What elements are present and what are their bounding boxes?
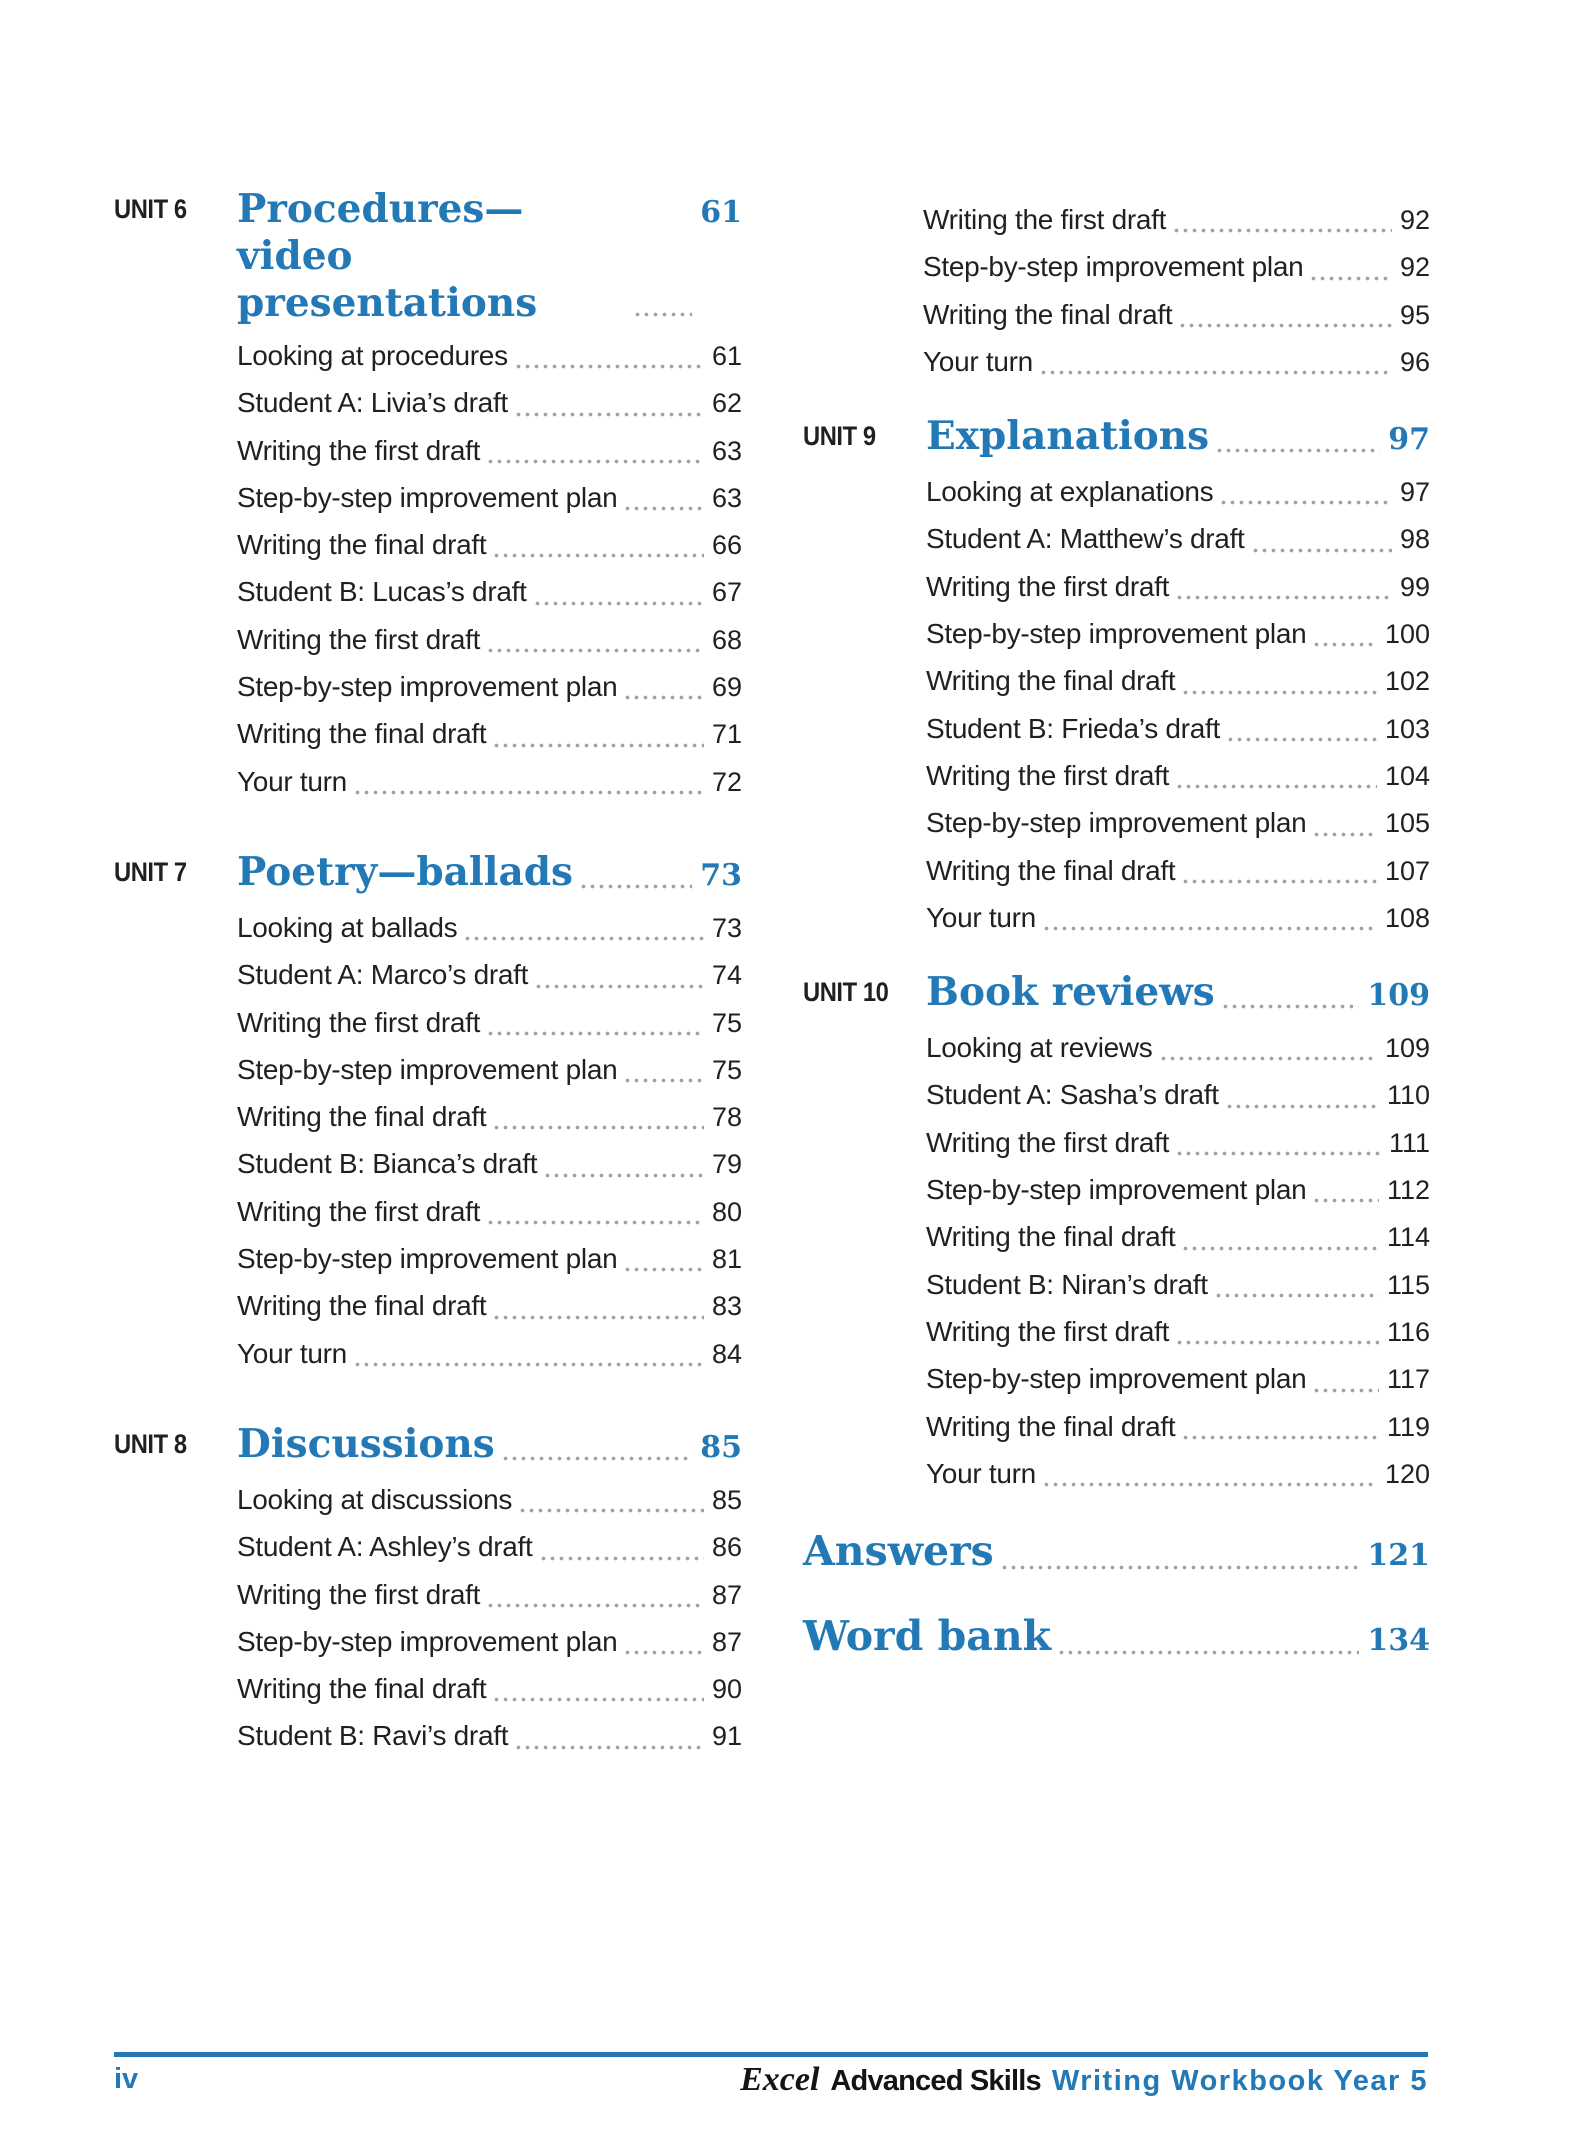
entry-title: Your turn <box>237 1337 347 1369</box>
entry-page-number: 96 <box>1399 346 1430 377</box>
entry-title: Step-by-step improvement plan <box>237 1625 618 1657</box>
entry-page-number: 75 <box>711 1054 742 1085</box>
toc-entry <box>926 705 1430 752</box>
dotted-leader <box>494 1315 704 1320</box>
toc-entry <box>237 758 742 805</box>
dotted-leader <box>625 695 704 700</box>
toc-entry <box>926 1450 1430 1497</box>
dotted-leader <box>1183 1246 1379 1251</box>
entry-page-number: 67 <box>711 577 742 608</box>
dotted-leader <box>488 1031 704 1036</box>
dotted-leader <box>488 459 704 464</box>
entry-title: Student B: Frieda’s draft <box>926 712 1220 744</box>
entry-title: Student A: Sasha’s draft <box>926 1079 1219 1111</box>
dotted-leader <box>625 1078 704 1083</box>
entry-page-number: 95 <box>1399 299 1430 330</box>
dotted-leader <box>1183 690 1377 695</box>
entry-page-number: 108 <box>1384 902 1430 933</box>
brand-book-title: Writing Workbook Year 5 <box>1051 2065 1428 2097</box>
unit-title-row <box>237 849 742 899</box>
entry-page-number: 92 <box>1399 205 1430 235</box>
section-title: Answers <box>803 1527 994 1576</box>
toc-entry <box>237 616 742 663</box>
toc-entry <box>923 243 1430 290</box>
entry-page-number: 110 <box>1386 1080 1430 1111</box>
dotted-leader <box>488 648 704 653</box>
dotted-leader <box>1216 1293 1379 1298</box>
entry-page-number: 71 <box>711 719 742 750</box>
entry-title: Writing the final draft <box>926 1221 1176 1253</box>
dotted-leader <box>355 790 704 795</box>
unit-label <box>114 849 237 896</box>
dotted-leader <box>1253 548 1392 553</box>
unit-page-number: 109 <box>1367 978 1430 1014</box>
dotted-leader <box>1314 1198 1379 1203</box>
entry-page-number: 116 <box>1386 1316 1430 1347</box>
unit-label-text: UNIT 7 <box>114 856 187 887</box>
toc-entry <box>237 474 742 521</box>
unit-page-number: 85 <box>700 1429 742 1465</box>
toc-unit-block <box>114 1421 742 1760</box>
entry-title: Looking at procedures <box>237 340 508 371</box>
toc-entry <box>926 752 1430 799</box>
toc-entry <box>237 999 742 1046</box>
toc-entry <box>926 515 1430 562</box>
dotted-leader <box>494 1697 704 1702</box>
toc-entry <box>237 332 742 379</box>
dotted-leader <box>488 1603 704 1608</box>
dotted-leader <box>503 1456 693 1461</box>
entry-page-number: 100 <box>1384 619 1430 650</box>
entry-page-number: 87 <box>711 1626 742 1657</box>
toc-entry <box>237 904 742 951</box>
unit-page-number: 61 <box>700 195 742 230</box>
dotted-leader <box>488 1220 704 1225</box>
entry-page-number: 84 <box>711 1338 742 1369</box>
dotted-leader <box>625 1267 704 1272</box>
entry-title: Writing the final draft <box>923 298 1173 330</box>
unit-label-text: UNIT 9 <box>803 421 876 452</box>
entry-title: Student B: Niran’s draft <box>926 1268 1208 1300</box>
toc-entry <box>237 1330 742 1377</box>
toc-entry <box>237 1046 742 1093</box>
footer-rule <box>114 2052 1428 2057</box>
entry-page-number: 63 <box>711 435 742 466</box>
dotted-leader <box>494 553 704 558</box>
entry-page-number: 90 <box>711 1674 742 1705</box>
entry-page-number: 105 <box>1384 808 1430 839</box>
entry-title: Writing the final draft <box>237 1101 487 1133</box>
dotted-leader <box>1044 1482 1377 1487</box>
dotted-leader <box>625 506 704 511</box>
entry-title: Writing the first draft <box>926 759 1170 791</box>
toc-entry <box>237 1188 742 1235</box>
toc-entry <box>237 1093 742 1140</box>
entry-page-number: 112 <box>1386 1175 1430 1206</box>
footer-page-number: iv <box>114 2063 139 2095</box>
unit-title: Book reviews <box>926 969 1215 1016</box>
entry-page-number: 107 <box>1384 855 1430 886</box>
dotted-leader <box>516 1745 704 1750</box>
section-page-number: 134 <box>1367 1623 1430 1659</box>
entry-page-number: 62 <box>711 388 742 419</box>
entry-page-number: 68 <box>711 624 742 655</box>
unit-title: Explanations <box>926 413 1210 460</box>
unit-title: Discussions <box>237 1420 495 1467</box>
dotted-leader <box>1177 1151 1381 1156</box>
unit-title-row <box>926 413 1430 463</box>
unit-title-row <box>237 1421 742 1471</box>
toc-entry <box>237 568 742 615</box>
entry-title: Your turn <box>237 765 347 797</box>
toc-entry <box>926 1166 1430 1213</box>
entry-title: Step-by-step improvement plan <box>237 671 618 703</box>
entry-title: Step-by-step improvement plan <box>237 1053 618 1085</box>
unit-label <box>803 413 926 460</box>
entry-title: Step-by-step improvement plan <box>926 1174 1307 1206</box>
toc-entry <box>237 1665 742 1712</box>
entry-page-number: 66 <box>711 530 742 561</box>
dotted-leader <box>1177 1340 1379 1345</box>
entry-title: Writing the final draft <box>237 529 487 561</box>
section-page-number: 121 <box>1367 1538 1430 1574</box>
dotted-leader <box>1314 642 1377 647</box>
toc-entry <box>237 427 742 474</box>
entry-title: Step-by-step improvement plan <box>926 1363 1307 1395</box>
entry-page-number: 102 <box>1384 666 1430 697</box>
entry-title: Your turn <box>923 345 1033 377</box>
entry-title: Student B: Ravi’s draft <box>237 1720 509 1752</box>
entry-page-number: 109 <box>1384 1033 1430 1064</box>
entry-page-number: 114 <box>1386 1222 1430 1253</box>
entry-page-number: 103 <box>1384 713 1430 744</box>
entry-title: Your turn <box>926 901 1036 933</box>
entry-title: Looking at ballads <box>237 911 458 943</box>
toc-right-column <box>803 196 1430 1667</box>
unit-label-text: UNIT 6 <box>114 194 187 224</box>
toc-entry <box>237 1235 742 1282</box>
dotted-leader <box>1314 1388 1379 1393</box>
unit-title-row <box>237 186 742 327</box>
entry-title: Writing the first draft <box>237 1195 481 1227</box>
dotted-leader <box>541 1556 704 1561</box>
unit-label <box>114 186 237 233</box>
entry-page-number: 115 <box>1386 1269 1430 1300</box>
dotted-leader <box>1228 737 1377 742</box>
entry-page-number: 104 <box>1384 760 1430 791</box>
toc-entry <box>926 1403 1430 1450</box>
entry-page-number: 69 <box>711 672 742 703</box>
entry-page-number: 61 <box>711 341 742 371</box>
toc-section-block <box>803 1610 1430 1667</box>
dotted-leader <box>516 364 704 369</box>
footer-brand <box>740 2061 1428 2100</box>
entry-page-number: 72 <box>711 766 742 797</box>
toc-entries <box>237 332 742 805</box>
entry-title: Writing the first draft <box>237 1006 481 1038</box>
unit-label-text: UNIT 10 <box>803 977 889 1008</box>
entry-title: Writing the first draft <box>237 623 481 655</box>
entry-page-number: 117 <box>1386 1364 1430 1395</box>
toc-entry <box>237 1476 742 1523</box>
dotted-leader <box>1311 276 1392 281</box>
dotted-leader <box>494 1125 704 1130</box>
dotted-leader <box>355 1362 704 1367</box>
entry-page-number: 92 <box>1399 252 1430 283</box>
entry-title: Writing the first draft <box>926 570 1170 602</box>
toc-entry <box>926 1308 1430 1355</box>
dotted-leader <box>1002 1565 1360 1570</box>
unit-heading <box>803 413 1430 463</box>
entry-title: Writing the first draft <box>237 1578 481 1610</box>
dotted-leader <box>1183 1435 1379 1440</box>
toc-entry <box>923 196 1430 243</box>
toc-left-column <box>114 186 742 1760</box>
dotted-leader <box>516 412 704 417</box>
section-title: Word bank <box>803 1612 1052 1661</box>
dotted-leader <box>1177 595 1392 600</box>
toc-unit-block <box>803 413 1430 941</box>
entry-title: Student B: Lucas’s draft <box>237 576 527 608</box>
entry-page-number: 120 <box>1384 1458 1430 1489</box>
unit-heading <box>114 1421 742 1471</box>
dotted-leader <box>625 1650 704 1655</box>
dotted-leader <box>1227 1104 1379 1109</box>
unit-title: Procedures—video presentations <box>237 186 538 326</box>
entry-title: Step-by-step improvement plan <box>926 807 1307 839</box>
dotted-leader <box>535 601 704 606</box>
dotted-leader <box>1314 832 1377 837</box>
toc-entry <box>237 1618 742 1665</box>
entry-title: Student A: Marco’s draft <box>237 959 529 991</box>
entry-title: Writing the final draft <box>926 665 1176 697</box>
unit-label-text: UNIT 8 <box>114 1428 187 1459</box>
entry-title: Writing the first draft <box>237 434 481 466</box>
toc-unit-block <box>803 969 1430 1497</box>
entry-page-number: 78 <box>711 1102 742 1133</box>
entry-title: Step-by-step improvement plan <box>237 1243 618 1275</box>
toc-entry <box>926 894 1430 941</box>
toc-entry <box>237 1523 742 1570</box>
entry-title: Writing the final draft <box>926 854 1176 886</box>
entry-title: Writing the first draft <box>923 204 1167 235</box>
toc-entry <box>926 1071 1430 1118</box>
entry-page-number: 73 <box>711 912 742 943</box>
toc-entry <box>926 468 1430 515</box>
dotted-leader <box>1221 500 1392 505</box>
dotted-leader <box>545 1173 704 1178</box>
entry-title: Student A: Matthew’s draft <box>926 523 1245 555</box>
entry-page-number: 111 <box>1388 1127 1430 1158</box>
entry-title: Student A: Livia’s draft <box>237 387 508 419</box>
entry-title: Looking at explanations <box>926 476 1214 508</box>
entry-title: Step-by-step improvement plan <box>923 251 1304 283</box>
toc-entry <box>926 799 1430 846</box>
dotted-leader <box>1161 1056 1377 1061</box>
dotted-leader <box>536 984 704 989</box>
dotted-leader <box>465 936 704 941</box>
dotted-leader <box>581 884 692 889</box>
entry-title: Writing the first draft <box>926 1126 1170 1158</box>
toc-entries <box>923 196 1430 385</box>
unit-label <box>114 1421 237 1468</box>
entry-title: Step-by-step improvement plan <box>926 618 1307 650</box>
entry-page-number: 91 <box>711 1721 742 1752</box>
entry-title: Step-by-step improvement plan <box>237 481 618 513</box>
dotted-leader <box>1223 1004 1360 1009</box>
toc-unit-block <box>114 849 742 1377</box>
dotted-leader <box>1059 1650 1359 1655</box>
entry-page-number: 98 <box>1399 524 1430 555</box>
toc-entry <box>923 338 1430 385</box>
toc-entries <box>237 904 742 1377</box>
dotted-leader <box>494 743 704 748</box>
toc-entries <box>926 468 1430 941</box>
unit-heading <box>803 969 1430 1019</box>
toc-entry <box>926 1119 1430 1166</box>
toc-entry <box>926 657 1430 704</box>
toc-entry <box>926 1261 1430 1308</box>
entry-page-number: 97 <box>1399 477 1430 508</box>
unit-page-number: 73 <box>700 857 742 893</box>
entry-page-number: 87 <box>711 1579 742 1610</box>
entry-title: Writing the first draft <box>926 1315 1170 1347</box>
toc-entries <box>926 1024 1430 1497</box>
entry-title: Writing the final draft <box>237 1290 487 1322</box>
entry-page-number: 63 <box>711 482 742 513</box>
toc-entry <box>237 1571 742 1618</box>
entry-title: Writing the final draft <box>237 1673 487 1705</box>
dotted-leader <box>1217 448 1380 453</box>
toc-entry <box>926 1024 1430 1071</box>
unit-title: Poetry—ballads <box>237 848 573 895</box>
toc-entry <box>237 663 742 710</box>
section-heading <box>803 1610 1430 1667</box>
unit-heading <box>114 186 742 327</box>
toc-entry <box>237 379 742 426</box>
entry-title: Writing the final draft <box>926 1410 1176 1442</box>
toc-entry <box>237 1282 742 1329</box>
entry-page-number: 119 <box>1386 1411 1430 1442</box>
toc-entries <box>237 1476 742 1760</box>
toc-entry <box>237 1140 742 1187</box>
entry-page-number: 85 <box>711 1484 742 1515</box>
entry-title: Student B: Bianca’s draft <box>237 1148 538 1180</box>
unit-title-row <box>926 969 1430 1019</box>
entry-page-number: 80 <box>711 1196 742 1227</box>
toc-entry <box>923 291 1430 338</box>
dotted-leader <box>1183 879 1377 884</box>
entry-title: Student A: Ashley’s draft <box>237 1531 533 1563</box>
unit-heading <box>114 849 742 899</box>
toc-entry <box>237 951 742 998</box>
entry-title: Looking at discussions <box>237 1483 513 1515</box>
dotted-leader <box>1041 370 1392 375</box>
toc-entry <box>237 1712 742 1759</box>
toc-continuation-block <box>803 196 1430 385</box>
unit-page-number: 97 <box>1388 422 1430 458</box>
toc-entry <box>237 710 742 757</box>
entry-page-number: 74 <box>711 960 742 991</box>
entry-title: Writing the final draft <box>237 718 487 750</box>
toc-unit-block <box>114 186 742 805</box>
toc-entry <box>237 521 742 568</box>
toc-entry <box>926 1213 1430 1260</box>
toc-entry <box>926 847 1430 894</box>
entry-title: Looking at reviews <box>926 1032 1153 1064</box>
entry-page-number: 79 <box>711 1149 742 1180</box>
toc-entry <box>926 563 1430 610</box>
toc-section-block <box>803 1525 1430 1582</box>
toc-entry <box>926 1355 1430 1402</box>
dotted-leader <box>635 312 692 317</box>
toc-entry <box>926 610 1430 657</box>
section-heading <box>803 1525 1430 1582</box>
entry-page-number: 83 <box>711 1291 742 1322</box>
entry-page-number: 86 <box>711 1532 742 1563</box>
entry-page-number: 75 <box>711 1007 742 1038</box>
brand-series-name: Advanced Skills <box>830 2065 1041 2097</box>
entry-title: Your turn <box>926 1457 1036 1489</box>
entry-page-number: 81 <box>711 1244 742 1275</box>
dotted-leader <box>1174 228 1392 233</box>
dotted-leader <box>1180 323 1392 328</box>
dotted-leader <box>520 1508 704 1513</box>
brand-excel-logo: Excel <box>740 2061 820 2098</box>
unit-label <box>803 969 926 1016</box>
dotted-leader <box>1177 784 1377 789</box>
dotted-leader <box>1044 926 1377 931</box>
entry-page-number: 99 <box>1399 571 1430 602</box>
